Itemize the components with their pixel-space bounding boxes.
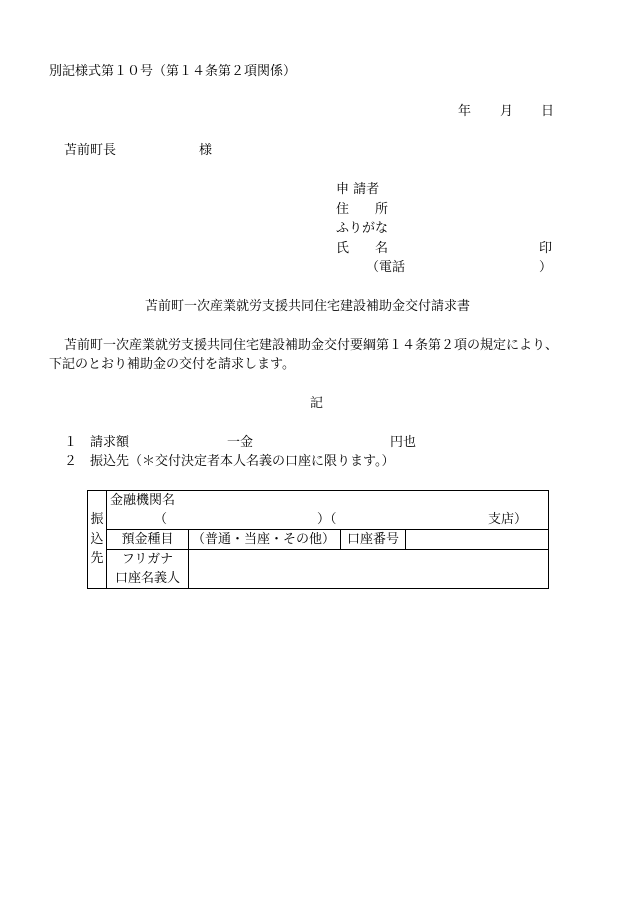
- applicant-furigana-label: ふりがな: [336, 221, 389, 236]
- side-cell: [88, 569, 107, 589]
- applicant-name-label: 氏 名: [336, 241, 389, 256]
- addressee-name: 苫前町長: [64, 143, 117, 158]
- side-char: 込: [88, 530, 107, 550]
- account-holder-field[interactable]: [189, 550, 549, 589]
- side-char: 先: [88, 550, 107, 570]
- deposit-type-options[interactable]: （普通・当座・その他）: [189, 530, 341, 550]
- body-line-1: 苫前町一次産業就労支援共同住宅建設補助金交付要綱第１４条第２項の規定により、: [64, 338, 559, 353]
- item-2-label: 振込先（＊交付決定者本人名義の口座に限ります。）: [90, 454, 395, 469]
- bank-transfer-table: [87, 490, 549, 589]
- furigana-label: フリガナ: [107, 550, 189, 570]
- item-1-number: １: [64, 435, 78, 450]
- table-row: [88, 510, 549, 530]
- bank-paren-close: ）（: [317, 511, 337, 527]
- item-2-number: ２: [64, 454, 78, 469]
- account-number-field[interactable]: [406, 530, 549, 550]
- branch-label: 支店）: [488, 511, 528, 527]
- bank-paren-open: （: [154, 511, 168, 527]
- phone-open: （電話: [366, 260, 406, 275]
- date-year: 年: [458, 104, 472, 119]
- phone-close: ）: [539, 260, 553, 275]
- bank-name-label: 金融機関名: [107, 491, 549, 511]
- holder-label: 口座名義人: [107, 569, 189, 589]
- deposit-type-label: 預金種目: [107, 530, 189, 550]
- form-number: 別記様式第１０号（第１４条第２項関係）: [49, 64, 297, 79]
- side-cell: [88, 491, 107, 511]
- side-char: 振: [88, 510, 107, 530]
- bank-branch-cell[interactable]: [107, 510, 549, 530]
- table-row: [88, 530, 549, 550]
- applicant-heading: 申 請者: [336, 182, 380, 197]
- table-row: [88, 550, 549, 570]
- seal-mark: 印: [539, 241, 553, 256]
- applicant-address-label: 住 所: [336, 202, 389, 217]
- date-day: 日: [541, 104, 555, 119]
- ki-heading: 記: [310, 396, 324, 411]
- item-1-label: 請求額: [90, 435, 130, 450]
- addressee-honorific: 様: [199, 143, 213, 158]
- body-line-2: 下記のとおり補助金の交付を請求します。: [49, 357, 295, 372]
- date-month: 月: [500, 104, 514, 119]
- item-1-yen: 円也: [390, 435, 417, 450]
- table-row: [88, 491, 549, 511]
- account-number-label: 口座番号: [341, 530, 406, 550]
- item-1-kin: 一金: [227, 435, 254, 450]
- document-title: 苫前町一次産業就労支援共同住宅建設補助金交付請求書: [145, 299, 471, 314]
